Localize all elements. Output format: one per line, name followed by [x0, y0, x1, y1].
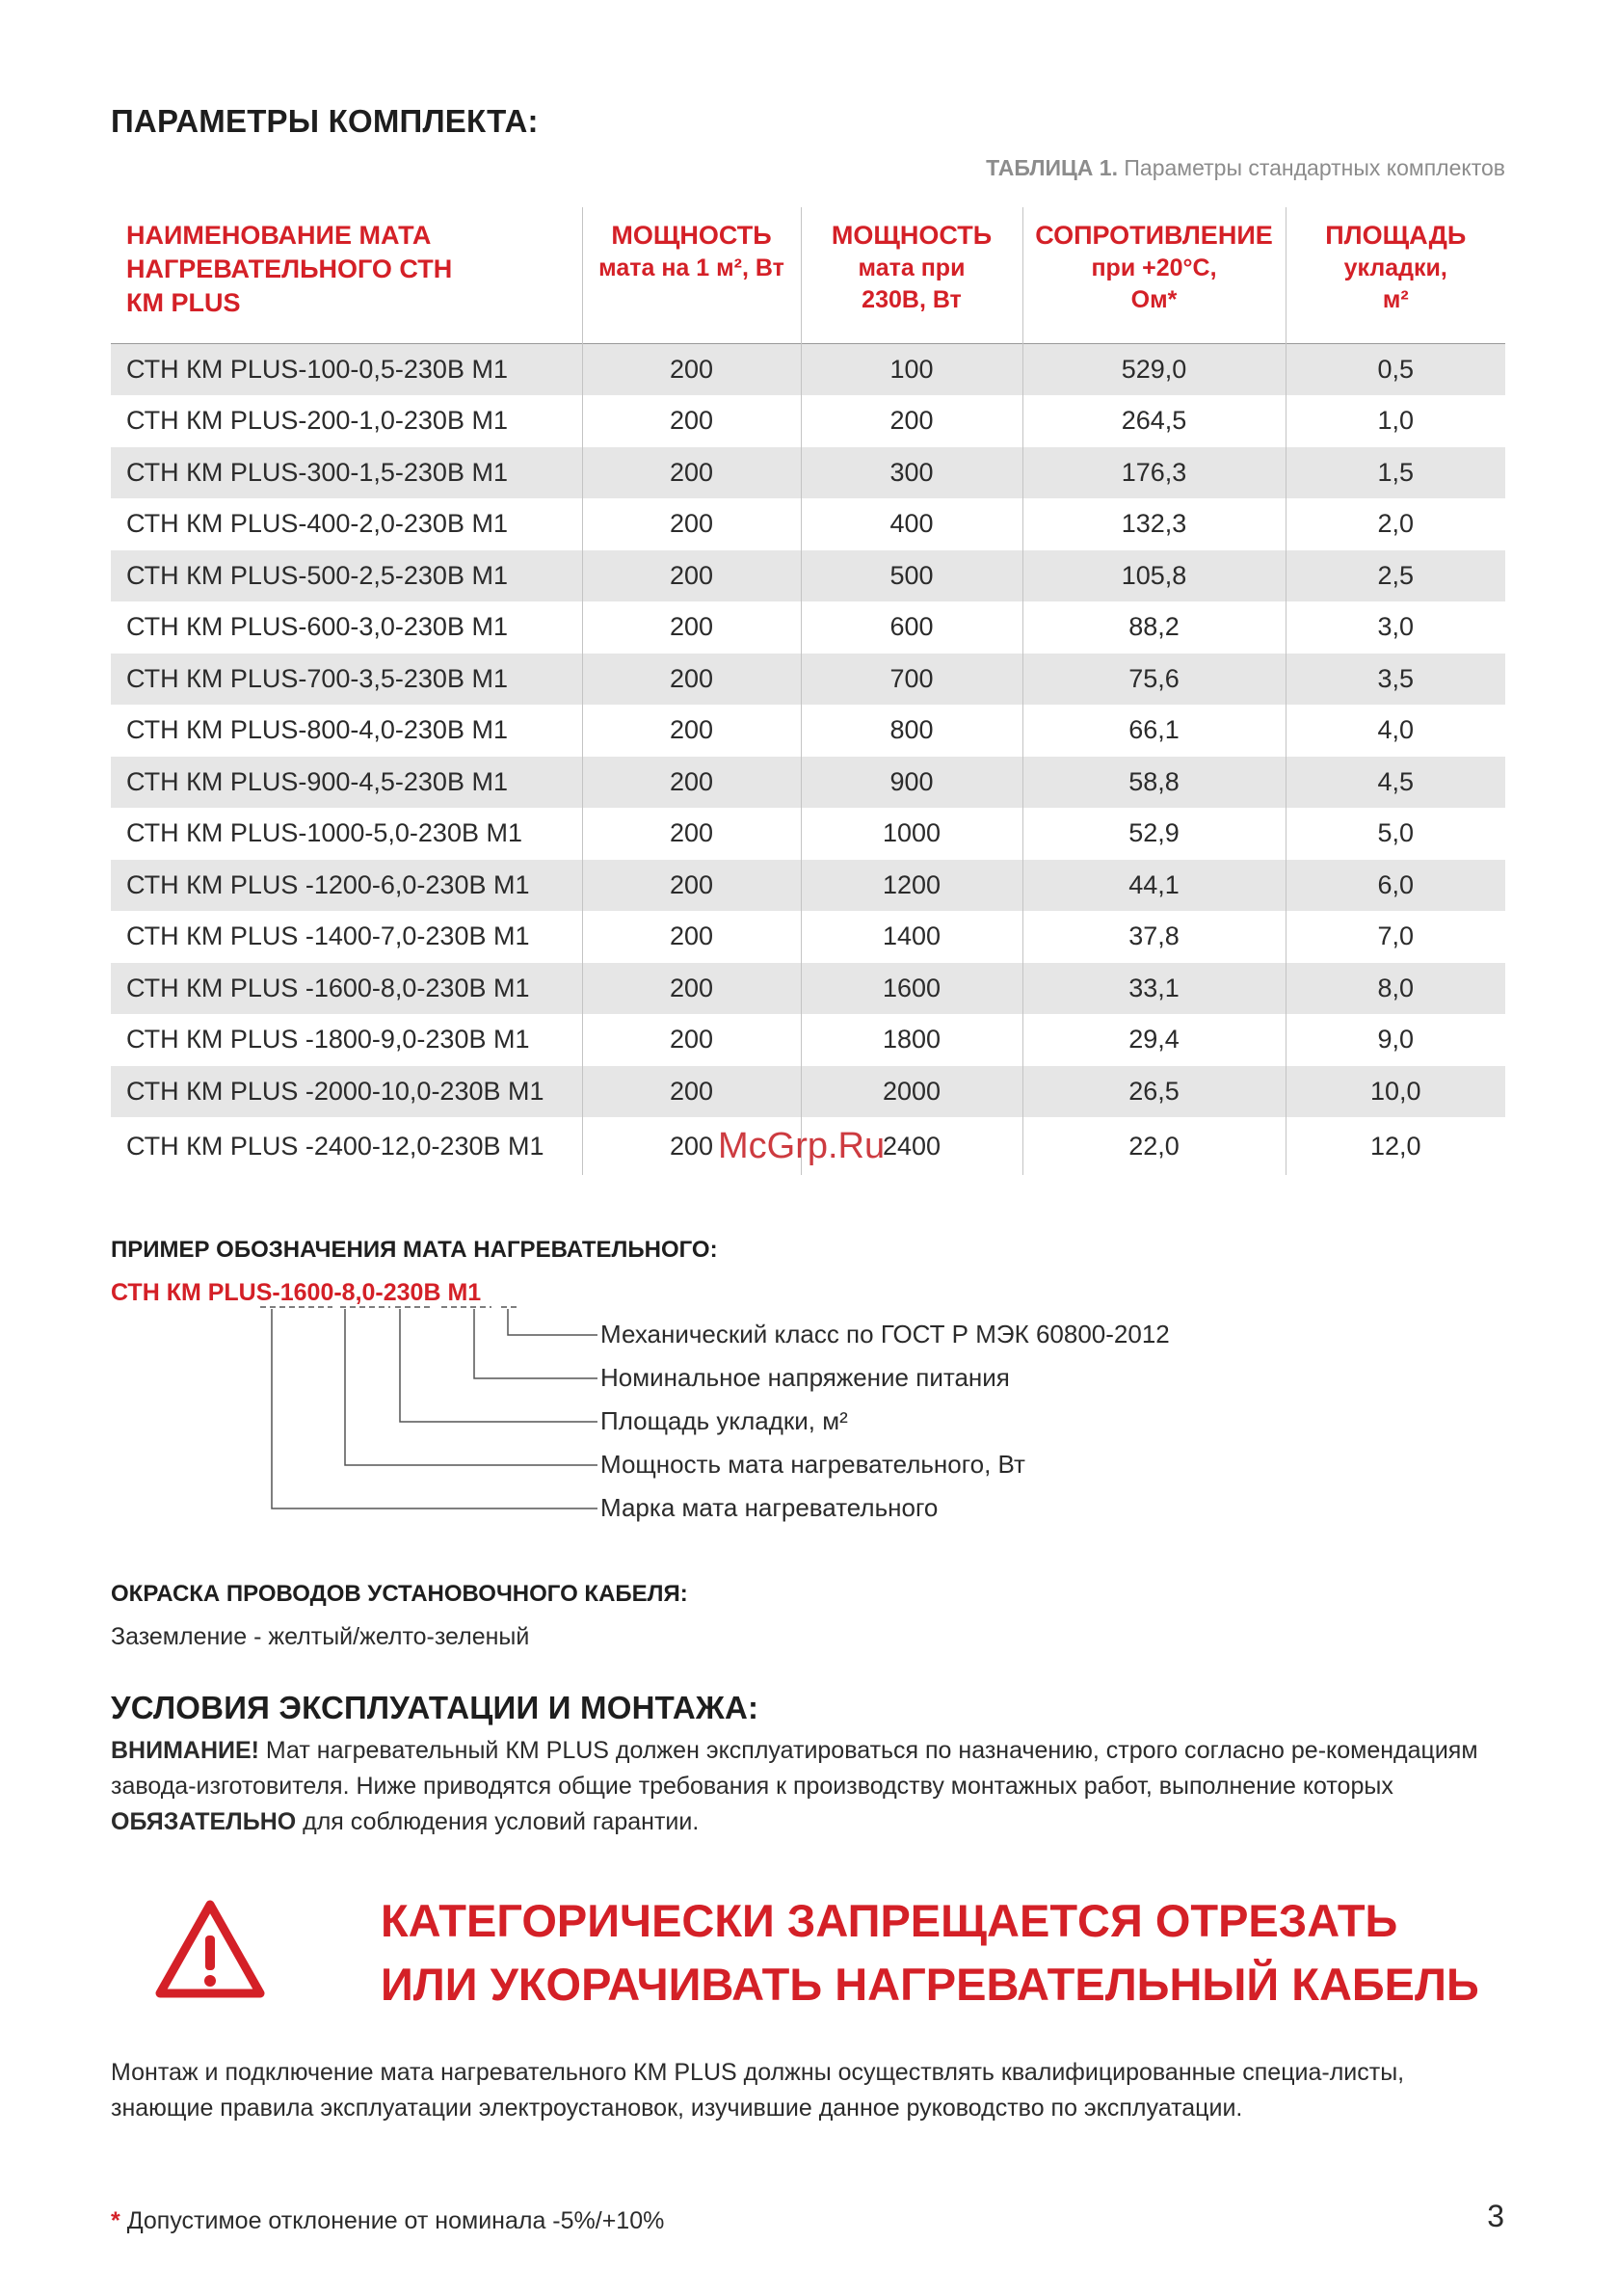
table-cell: 7,0 [1286, 911, 1505, 963]
table-header-row [111, 207, 1505, 343]
table-cell: 200 [582, 757, 801, 809]
warning-line-2: ИЛИ УКОРАЧИВАТЬ НАГРЕВАТЕЛЬНЫЙ КАБЕЛЬ [381, 1959, 1479, 2010]
legend-item-power: Мощность мата нагревательного, Вт [600, 1450, 1025, 1479]
table-cell: СТН КМ PLUS-1000-5,0-230В М1 [126, 818, 522, 848]
table-cell: 200 [582, 1117, 801, 1175]
table-cell: 200 [582, 654, 801, 706]
col-header-power-230: МОЩНОСТЬ мата при 230В, Вт [801, 207, 1022, 343]
table-cell: 3,0 [1286, 601, 1505, 654]
table-cell: 2000 [801, 1066, 1022, 1118]
table-cell: СТН КМ PLUS -2000-10,0-230В М1 [111, 1066, 582, 1118]
table-cell: СТН КМ PLUS -1400-7,0-230В М1 [126, 921, 530, 951]
table-cell: 176,3 [1022, 447, 1286, 499]
table-cell: СТН КМ PLUS -1800-9,0-230В М1 [126, 1025, 530, 1055]
table-cell: 44,1 [1022, 860, 1286, 912]
table-cell: 2,5 [1286, 550, 1505, 602]
table-cell: 900 [801, 757, 1022, 809]
table-cell: 529,0 [1022, 343, 1286, 395]
table-cell: 200 [582, 1066, 801, 1118]
example-heading: ПРИМЕР ОБОЗНАЧЕНИЯ МАТА НАГРЕВАТЕЛЬНОГО: [111, 1237, 718, 1263]
warning-line-1: КАТЕГОРИЧЕСКИ ЗАПРЕЩАЕТСЯ ОТРЕЗАТЬ [381, 1895, 1398, 1946]
warning-icon [152, 1897, 268, 2001]
table-cell: 1800 [801, 1014, 1022, 1066]
table-cell: 200 [582, 808, 801, 860]
table-cell: 200 [582, 1014, 801, 1066]
table-cell: 1,0 [1286, 395, 1505, 447]
table-cell: 9,0 [1286, 1014, 1505, 1066]
table-cell: 200 [582, 395, 801, 447]
table-cell: 4,0 [1286, 705, 1505, 757]
page-number: 3 [1487, 2199, 1504, 2233]
example-leader-lines [260, 1304, 607, 1526]
legend-item-class: Механический класс по ГОСТ Р МЭК 60800-2012 [600, 1320, 1170, 1348]
table-row [111, 498, 1505, 550]
footnote [111, 2203, 664, 2239]
table-cell: СТН КМ PLUS-500-2,5-230В М1 [111, 550, 582, 602]
table-cell: 12,0 [1286, 1117, 1505, 1175]
table-cell: 29,4 [1022, 1014, 1286, 1066]
table-cell: 200 [582, 601, 801, 654]
leader-line-class [508, 1309, 597, 1335]
table-cell: 300 [801, 447, 1022, 499]
table-cell: 75,6 [1022, 654, 1286, 706]
table-cell: СТН КМ PLUS-300-1,5-230В М1 [111, 447, 582, 499]
table-row [111, 860, 1505, 912]
leader-line-power [345, 1309, 597, 1465]
table-cell: 0,5 [1286, 343, 1505, 395]
footnote-text: Допустимое отклонение от номинала -5%/+10% [126, 2207, 665, 2234]
table-cell: 1600 [801, 963, 1022, 1015]
table-cell: 200 [582, 343, 801, 395]
table-row [111, 343, 1505, 395]
attention-label: ВНИМАНИЕ! [111, 1737, 259, 1764]
table-row [111, 705, 1505, 757]
wires-text: Заземление - желтый/желто-зеленый [111, 1623, 530, 1650]
table-row [111, 1066, 1505, 1118]
table-cell: СТН КМ PLUS-600-3,0-230В М1 [126, 612, 508, 642]
example-code: СТН КМ PLUS-1600-8,0-230В М1 [111, 1279, 482, 1306]
table-row [111, 963, 1505, 1015]
watermark: McGrp.Ru [718, 1126, 886, 1166]
table-cell: 37,8 [1022, 911, 1286, 963]
table-cell: 8,0 [1286, 963, 1505, 1015]
table-row [111, 911, 1505, 963]
warning-text [381, 1889, 1479, 2016]
table-cell: СТН КМ PLUS -2400-12,0-230В М1 [126, 1131, 544, 1161]
table-cell: 105,8 [1022, 550, 1286, 602]
table-cell: 1000 [801, 808, 1022, 860]
table-cell: 200 [582, 911, 801, 963]
table-cell: 600 [801, 601, 1022, 654]
table-cell: 3,5 [1286, 654, 1505, 706]
install-text: Монтаж и подключение мата нагревательного КМ PLUS должны осуществлять квалифицированные специа-листы, знающие правила эксплуатации электроустановок, изучившие данное руководство по эксплуатации. [111, 2059, 1405, 2122]
table-cell: 5,0 [1286, 808, 1505, 860]
table-cell: 2,0 [1286, 498, 1505, 550]
table-cell: 52,9 [1022, 808, 1286, 860]
table-cell: 200 [582, 550, 801, 602]
table-cell: 200 [582, 498, 801, 550]
table-cell: 33,1 [1022, 963, 1286, 1015]
table-row [111, 808, 1505, 860]
table-cell: 26,5 [1022, 1066, 1286, 1118]
conditions-text-part1: Мат нагревательный КМ PLUS должен эксплуатироваться по назначению, строго согласно ре-комендациям завода-изготовителя. Ниже приводятся общие требования к производству монтажных работ, выполнение которых [111, 1737, 1478, 1800]
section-title-params: ПАРАМЕТРЫ КОМПЛЕКТА: [111, 103, 539, 139]
table-caption-text: Параметры стандартных комплектов [1124, 155, 1505, 180]
table-cell: 4,5 [1286, 757, 1505, 809]
conditions-text-part2: для соблюдения условий гарантии. [296, 1808, 700, 1835]
table-caption-label: ТАБЛИЦА 1. [986, 155, 1118, 180]
section-title-conditions: УСЛОВИЯ ЭКСПЛУАТАЦИИ И МОНТАЖА: [111, 1690, 759, 1725]
mandatory-label: ОБЯЗАТЕЛЬНО [111, 1808, 297, 1835]
col-header-resistance: СОПРОТИВЛЕНИЕ при +20°С, Ом* [1022, 207, 1286, 343]
table-cell: 200 [801, 395, 1022, 447]
table-cell: 6,0 [1286, 860, 1505, 912]
table-row [111, 1014, 1505, 1066]
table-cell: СТН КМ PLUS-100-0,5-230В М1 [111, 343, 582, 395]
table-row [111, 447, 1505, 499]
legend-item-brand: Марка мата нагревательного [600, 1493, 939, 1522]
table-cell: 500 [801, 550, 1022, 602]
table-cell: 200 [582, 447, 801, 499]
leader-line-area [400, 1309, 597, 1422]
table-cell: 800 [801, 705, 1022, 757]
table-cell: 88,2 [1022, 601, 1286, 654]
table-cell: 700 [801, 654, 1022, 706]
params-table [111, 207, 1505, 1175]
table-cell: 58,8 [1022, 757, 1286, 809]
table-row [111, 757, 1505, 809]
leader-line-voltage [474, 1309, 597, 1378]
table-row [111, 395, 1505, 447]
legend-item-area: Площадь укладки, м² [600, 1406, 848, 1435]
table-cell: СТН КМ PLUS -1600-8,0-230В М1 [111, 963, 582, 1015]
legend-item-voltage: Номинальное напряжение питания [600, 1363, 1010, 1392]
table-cell: 22,0 [1022, 1117, 1286, 1175]
table-cell: 132,3 [1022, 498, 1286, 550]
table-row [111, 601, 1505, 654]
table-cell: 66,1 [1022, 705, 1286, 757]
table-caption [986, 155, 1505, 181]
table-cell: 100 [801, 343, 1022, 395]
table-cell: 264,5 [1022, 395, 1286, 447]
wires-heading: ОКРАСКА ПРОВОДОВ УСТАНОВОЧНОГО КАБЕЛЯ: [111, 1581, 688, 1607]
col-header-area: ПЛОЩАДЬ укладки, м² [1286, 207, 1505, 343]
table-cell: 1,5 [1286, 447, 1505, 499]
table-cell: 1400 [801, 911, 1022, 963]
table-cell: 200 [582, 963, 801, 1015]
conditions-text [111, 1733, 1508, 1840]
footnote-star: * [111, 2207, 120, 2234]
table-row [111, 654, 1505, 706]
table-cell: 1200 [801, 860, 1022, 912]
col-header-power-m2: МОЩНОСТЬ мата на 1 м², Вт [582, 207, 801, 343]
table-cell: СТН КМ PLUS -1200-6,0-230В М1 [111, 860, 582, 912]
table-cell: 200 [582, 860, 801, 912]
col-header-name: НАИМЕНОВАНИЕ МАТА НАГРЕВАТЕЛЬНОГО СТН КМ PLUS [126, 221, 453, 317]
table-cell: 10,0 [1286, 1066, 1505, 1118]
table-cell: СТН КМ PLUS-400-2,0-230В М1 [126, 509, 508, 539]
table-cell: 2400 [801, 1117, 1022, 1175]
table-cell: СТН КМ PLUS-900-4,5-230В М1 [111, 757, 582, 809]
table-cell: 400 [801, 498, 1022, 550]
table-cell: СТН КМ PLUS-700-3,5-230В М1 [111, 654, 582, 706]
table-cell: СТН КМ PLUS-200-1,0-230В М1 [126, 406, 508, 436]
table-cell: 200 [582, 705, 801, 757]
table-row [111, 550, 1505, 602]
leader-line-brand [272, 1309, 597, 1508]
table-cell: СТН КМ PLUS-800-4,0-230В М1 [126, 715, 508, 745]
